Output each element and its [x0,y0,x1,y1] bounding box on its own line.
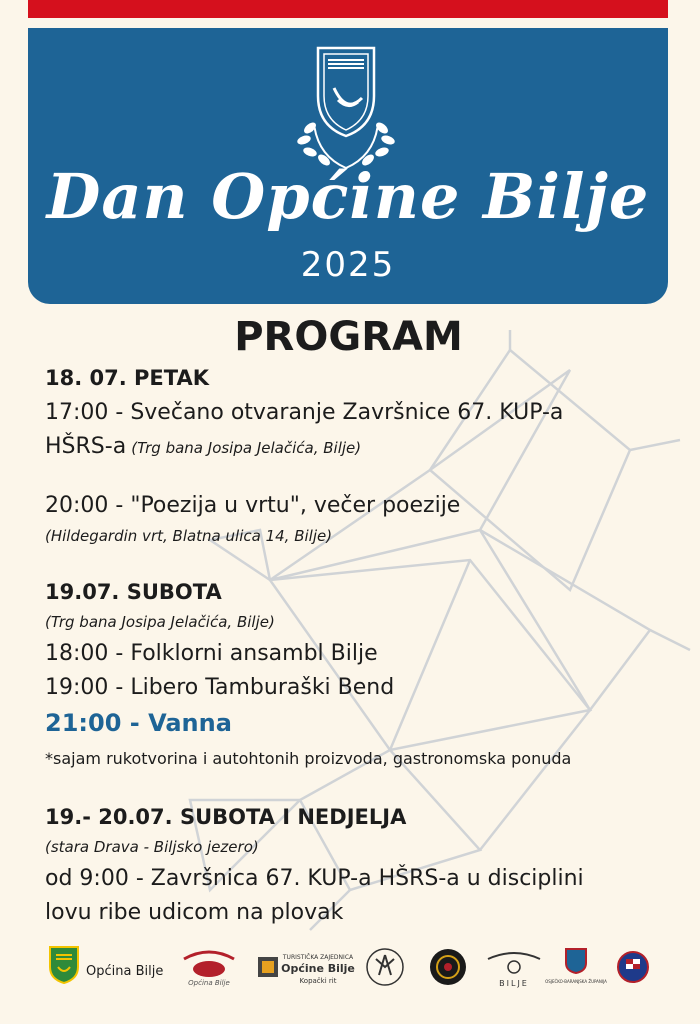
municipality-crest-icon [288,44,404,172]
day1-event1-line2-group [45,434,361,459]
sponsor-footer [0,945,697,1005]
cultural-association-logo [178,945,240,989]
top-red-stripe [28,0,668,18]
day3-date: 19.- 20.07. SUBOTA I NEDJELJA [45,805,407,829]
football-club-logo [616,945,650,989]
event-year: 2025 [300,245,396,285]
municipality-name: Općina Bilje [86,964,164,979]
day2-date: 19.07. SUBOTA [45,580,222,604]
day1-event2: 20:00 - "Poezija u vrtu", večer poezije [45,493,461,518]
cultural-association-logo-text: Općina Bilje [188,979,230,987]
tourist-board-logo-line1: TURISTIČKA ZAJEDNICA [282,954,354,961]
day2-event2: 19:00 - Libero Tamburaški Bend [45,675,395,700]
day3-location: (stara Drava - Biljsko jezero) [45,838,259,856]
day3-event-line1: od 9:00 - Završnica 67. KUP-a HŠRS-a u disciplini [45,866,584,891]
fishing-club-logo [428,945,468,989]
tourist-board-logo [256,945,356,989]
county-logo-text: OSJEČKO-BARANJSKA ŽUPANIJA [545,979,607,984]
day1-date: 18. 07. PETAK [45,366,209,390]
folklore-ensemble-logo-text: BILJE [499,979,529,988]
event-title: Dan Općine Bilje [46,160,650,233]
tourist-board-logo-line3: Kopački rit [299,977,337,985]
day2-event1: 18:00 - Folklorni ansambl Bilje [45,641,378,666]
day2-location: (Trg bana Josipa Jelačića, Bilje) [45,613,275,631]
municipality-coat-of-arms-icon [48,945,80,985]
hunting-society-logo [364,945,406,989]
county-coat-of-arms-logo [545,945,607,989]
day1-event2-location: (Hildegardin vrt, Blatna ulica 14, Bilje) [45,527,333,545]
day3-event-line2: lovu ribe udicom na plovak [45,900,344,925]
program-heading: PROGRAM [234,314,463,360]
day1-event1-location: (Trg bana Josipa Jelačića, Bilje) [131,439,362,457]
day1-event1-line2: HŠRS-a [45,434,127,459]
day2-event3-highlight: 21:00 - Vanna [45,709,232,737]
day1-event1-line1: 17:00 - Svečano otvaranje Završnice 67. KUP-a [45,400,564,425]
tourist-board-logo-line2: Općine Bilje [281,962,355,975]
folklore-ensemble-logo [484,945,544,989]
day2-note: *sajam rukotvorina i autohtonih proizvoda, gastronomska ponuda [45,749,572,768]
